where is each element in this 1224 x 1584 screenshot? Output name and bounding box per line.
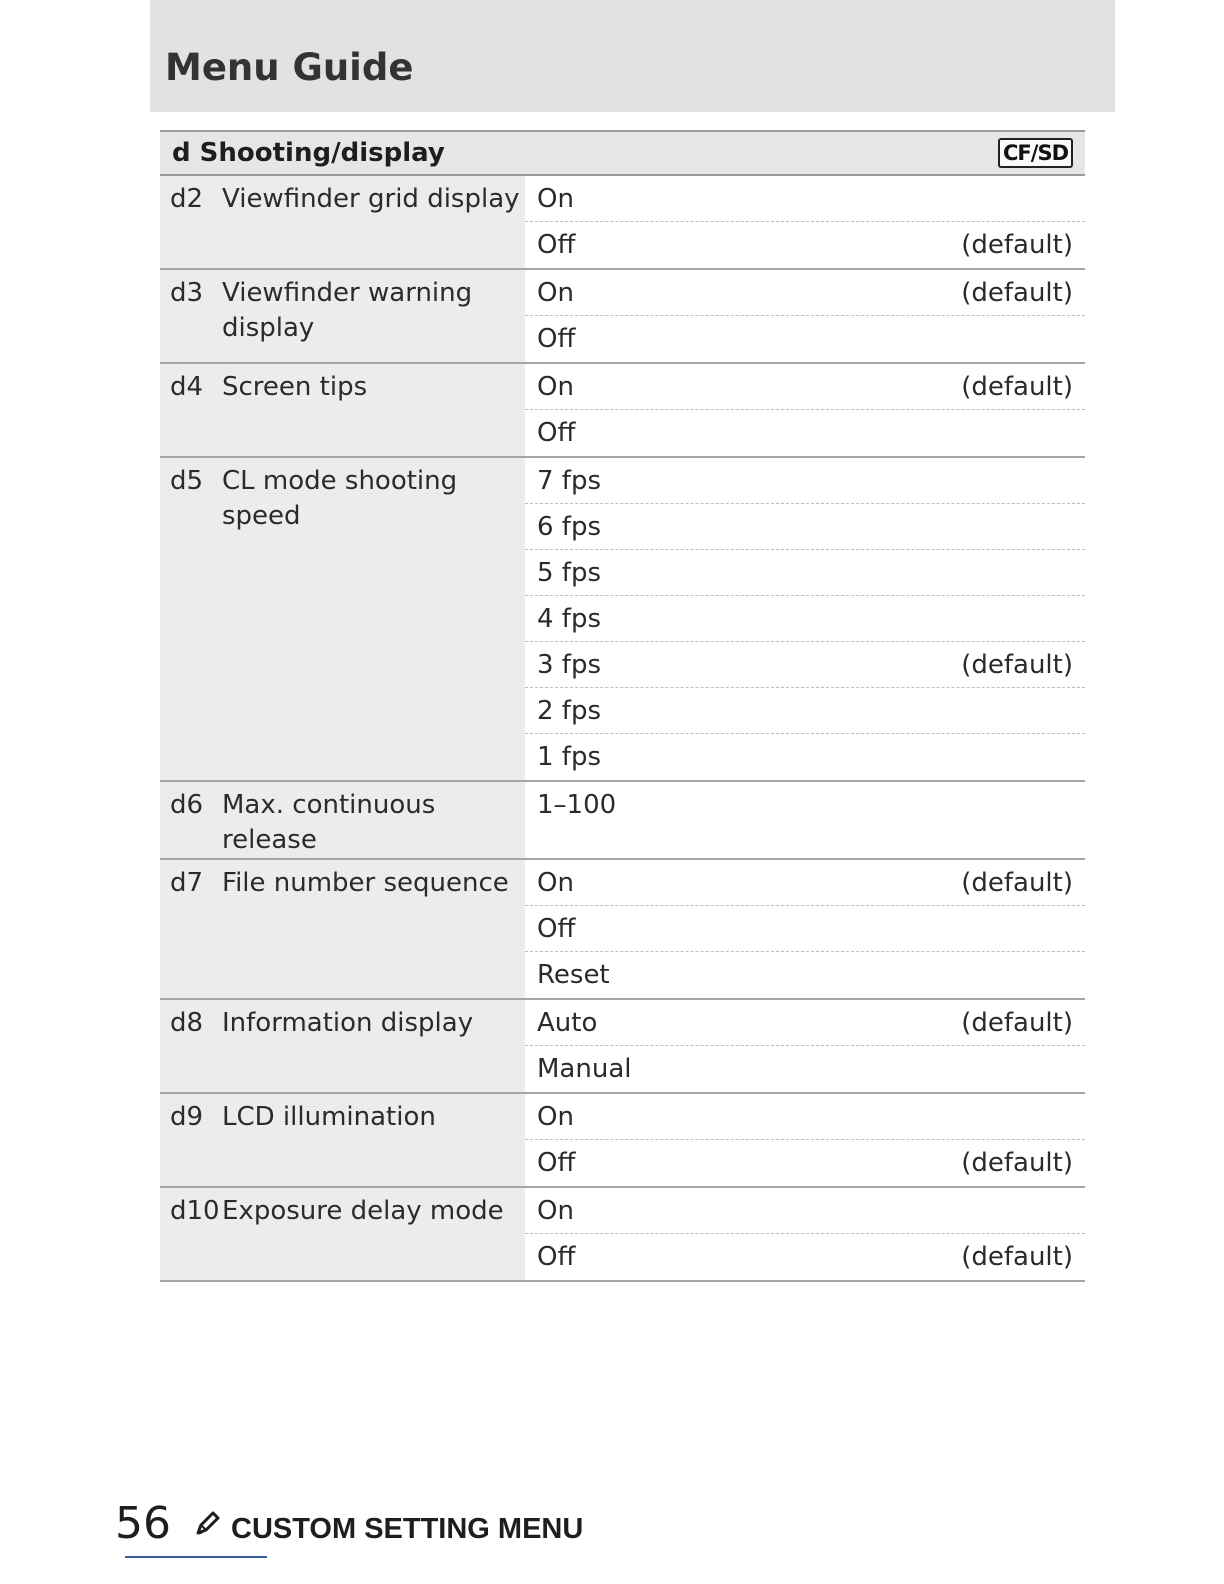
option-value: 5 fps (537, 557, 602, 588)
option-value: On (537, 867, 574, 898)
setting-id: d8 (170, 1008, 204, 1038)
option-value: 1 fps (537, 742, 602, 772)
footer-rule (125, 1556, 267, 1558)
option-item (525, 222, 1085, 268)
setting-id: d10 (170, 1196, 220, 1226)
option-value: Off (537, 418, 576, 448)
setting-cell (160, 782, 525, 858)
options-cell (525, 1094, 1085, 1186)
table-row (160, 1188, 1085, 1282)
setting-label: Viewfinder grid display (222, 184, 520, 214)
option-item (525, 688, 1085, 734)
setting-label: Viewfinder warning display (222, 278, 473, 343)
option-value: 7 fps (537, 465, 602, 496)
default-marker: (default) (961, 277, 1073, 308)
options-cell (525, 458, 1085, 780)
setting-cell (160, 1000, 525, 1092)
option-value: 2 fps (537, 695, 602, 726)
setting-cell (160, 176, 525, 268)
setting-cell (160, 364, 525, 456)
option-value: 3 fps (537, 649, 602, 680)
setting-cell (160, 860, 525, 998)
option-item (525, 642, 1085, 688)
table-header (160, 130, 1085, 176)
setting-id: d7 (170, 868, 204, 898)
menu-name: CUSTOM SETTING MENU (231, 1513, 584, 1545)
options-cell (525, 364, 1085, 456)
option-value: On (537, 1101, 574, 1132)
default-marker: (default) (961, 230, 1073, 260)
default-marker: (default) (961, 1007, 1073, 1038)
setting-label: Exposure delay mode (222, 1196, 504, 1226)
setting-cell (160, 1188, 525, 1280)
option-item (525, 906, 1085, 952)
option-value: Off (537, 1242, 576, 1272)
table-body (160, 176, 1085, 1282)
option-item (525, 1046, 1085, 1092)
setting-label: Screen tips (222, 372, 368, 402)
options-cell (525, 1188, 1085, 1280)
table-row (160, 270, 1085, 364)
table-row (160, 176, 1085, 270)
default-marker: (default) (961, 649, 1073, 680)
pencil-icon (193, 1508, 223, 1538)
option-value: Manual (537, 1054, 632, 1084)
option-value: On (537, 183, 574, 214)
setting-label: File number sequence (222, 868, 509, 898)
option-item (525, 504, 1085, 550)
option-item (525, 860, 1085, 906)
option-value: Off (537, 913, 576, 944)
option-item (525, 458, 1085, 504)
setting-cell (160, 458, 525, 780)
option-item (525, 596, 1085, 642)
setting-label: LCD illumination (222, 1102, 436, 1132)
table-row (160, 458, 1085, 782)
default-marker: (default) (961, 371, 1073, 402)
option-item (525, 270, 1085, 316)
options-cell (525, 860, 1085, 998)
options-cell (525, 782, 1085, 858)
option-value: Off (537, 1148, 576, 1178)
setting-id: d5 (170, 466, 204, 496)
page-title: Menu Guide (165, 46, 414, 89)
page-number: 56 (115, 1498, 171, 1549)
option-item (525, 1188, 1085, 1234)
option-value: On (537, 1195, 574, 1226)
setting-label: Max. continuous release (222, 790, 436, 855)
option-item (525, 782, 1085, 828)
option-value: Off (537, 230, 576, 260)
setting-cell (160, 270, 525, 362)
option-item (525, 316, 1085, 362)
setting-label: CL mode shooting speed (222, 466, 458, 531)
option-item (525, 176, 1085, 222)
option-value: 6 fps (537, 511, 602, 542)
cf-sd-badge: CF/SD (998, 138, 1073, 168)
option-value: On (537, 371, 574, 402)
option-value: Reset (537, 960, 610, 990)
setting-id: d6 (170, 790, 204, 820)
options-cell (525, 270, 1085, 362)
table-row (160, 860, 1085, 1000)
menu-table (160, 130, 1085, 1282)
setting-label: Information display (222, 1008, 474, 1038)
option-item (525, 1234, 1085, 1280)
option-item (525, 410, 1085, 456)
default-marker: (default) (961, 1148, 1073, 1178)
setting-cell (160, 1094, 525, 1186)
options-cell (525, 176, 1085, 268)
option-item (525, 1140, 1085, 1186)
setting-id: d9 (170, 1102, 204, 1132)
option-item (525, 1094, 1085, 1140)
table-row (160, 364, 1085, 458)
option-value: Off (537, 324, 576, 354)
table-row (160, 1094, 1085, 1188)
option-item (525, 952, 1085, 998)
footer (115, 1498, 583, 1549)
option-item (525, 550, 1085, 596)
setting-id: d2 (170, 184, 204, 214)
table-row (160, 1000, 1085, 1094)
setting-id: d4 (170, 372, 204, 402)
option-value: On (537, 277, 574, 308)
option-value: Auto (537, 1007, 598, 1038)
option-value: 1–100 (537, 790, 617, 820)
section-title: d Shooting/display (172, 138, 445, 168)
default-marker: (default) (961, 1242, 1073, 1272)
table-row (160, 782, 1085, 860)
default-marker: (default) (961, 867, 1073, 898)
option-value: 4 fps (537, 603, 602, 634)
option-item (525, 734, 1085, 780)
options-cell (525, 1000, 1085, 1092)
option-item (525, 1000, 1085, 1046)
option-item (525, 364, 1085, 410)
setting-id: d3 (170, 278, 204, 308)
